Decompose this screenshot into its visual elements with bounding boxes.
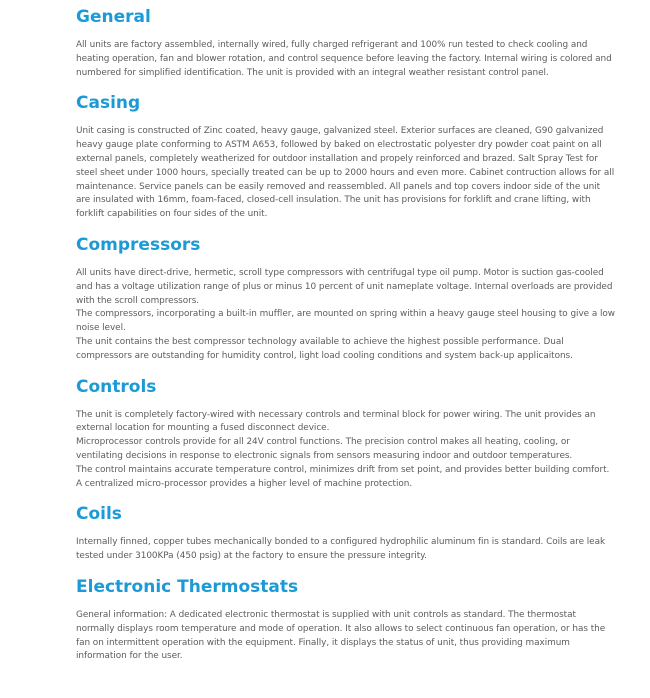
section-casing [76, 92, 616, 222]
section-heading: Coils [76, 504, 122, 525]
section-heading: Casing [76, 93, 141, 114]
paragraph: All units are factory assembled, internally wired, fully charged refrigerant and 100% run tested to check cooling and heating operation, fan and blower rotation, and control sequence before leaving the factory. Internal wiring is colored and numbered for simplified identification. The unit is provided with an integral weather resistant control panel. [76, 40, 612, 78]
paragraph: Unit casing is constructed of Zinc coated, heavy gauge, galvanized steel. Exterior surfaces are cleaned, G90 galvanized heavy gauge plate conforming to ASTM A653, followed by baked on electrostatic polyester dry powder coat paint on all external panels, completely weatherized for outdoor installation and propely reinforced and brazed. Salt Spray Test for steel sheet under 1000 hours, specially treated can be up to 2000 hours and even more. Cabinet contruction allows for all maintenance. Service panels can be easily removed and reassembled. All panels and top covers indoor side of the unit are insulated with 16mm, foam-faced, closed-cell insulation. The unit has provisions for forklift and crane lifting, with forklift capabilities on four sides of the unit. [76, 126, 615, 220]
section-body [76, 536, 616, 564]
section-body [76, 125, 616, 222]
paragraph: General information: A dedicated electronic thermostat is supplied with unit controls as standard. The thermostat normally displays room temperature and mode of operation. It also allows to select continuous fan operation, or has the fan on intermittent operation with the equipment. Finally, it displays the status of unit, thus providing maximum information for the user. [76, 609, 606, 662]
paragraph: The unit is completely factory-wired with necessary controls and terminal block for power wiring. The unit provides an external location for mounting a fused disconnect device. [76, 409, 596, 434]
section-controls [76, 376, 616, 492]
section-heading: Electronic Thermostats [76, 576, 299, 597]
paragraph: The unit contains the best compressor technology available to achieve the highest possible performance. Dual compressors are outstanding for humidity control, light load cooling conditions and system back-up applicaitons. [76, 336, 573, 361]
section-heading: General [76, 7, 151, 27]
paragraph: All units have direct-drive, hermetic, scroll type compressors with centrifugal type oil pump. Motor is suction gas-cooled and has a voltage utilization range of plus or minus 10 percent of unit nameplate voltage. Internal overloads are provided with the scroll compressors. [76, 267, 613, 306]
paragraph: The control maintains accurate temperature control, minimizes drift from set point, and provides better building comfort. A centralized micro-processor provides a higher level of machine protection. [76, 464, 610, 489]
paragraph: Microprocessor controls provide for all 24V control functions. The precision control makes all heating, cooling, or ventilating decisions in response to electronic signals from sensors measuring indoor and outdoor temperatures. [76, 437, 573, 461]
section-compressors [76, 234, 616, 364]
section-body [76, 409, 616, 492]
section-body [76, 267, 616, 364]
section-body [76, 609, 616, 664]
section-electronic-thermostats [76, 576, 616, 664]
paragraph: Internally finned, copper tubes mechanically bonded to a configured hydrophilic aluminum fin is standard. Coils are leak tested under 3100KPa (450 psig) at the factory to ensure the pressure integrity. [76, 537, 606, 562]
section-coils [76, 503, 616, 564]
section-heading: Controls [76, 376, 157, 397]
section-body [76, 39, 616, 80]
section-general [76, 6, 616, 80]
document-body [76, 0, 616, 664]
paragraph: The compressors, incorporating a built-in muffler, are mounted on spring within a heavy gauge steel housing to give a low noise level. [76, 309, 615, 334]
section-heading: Compressors [76, 234, 201, 255]
